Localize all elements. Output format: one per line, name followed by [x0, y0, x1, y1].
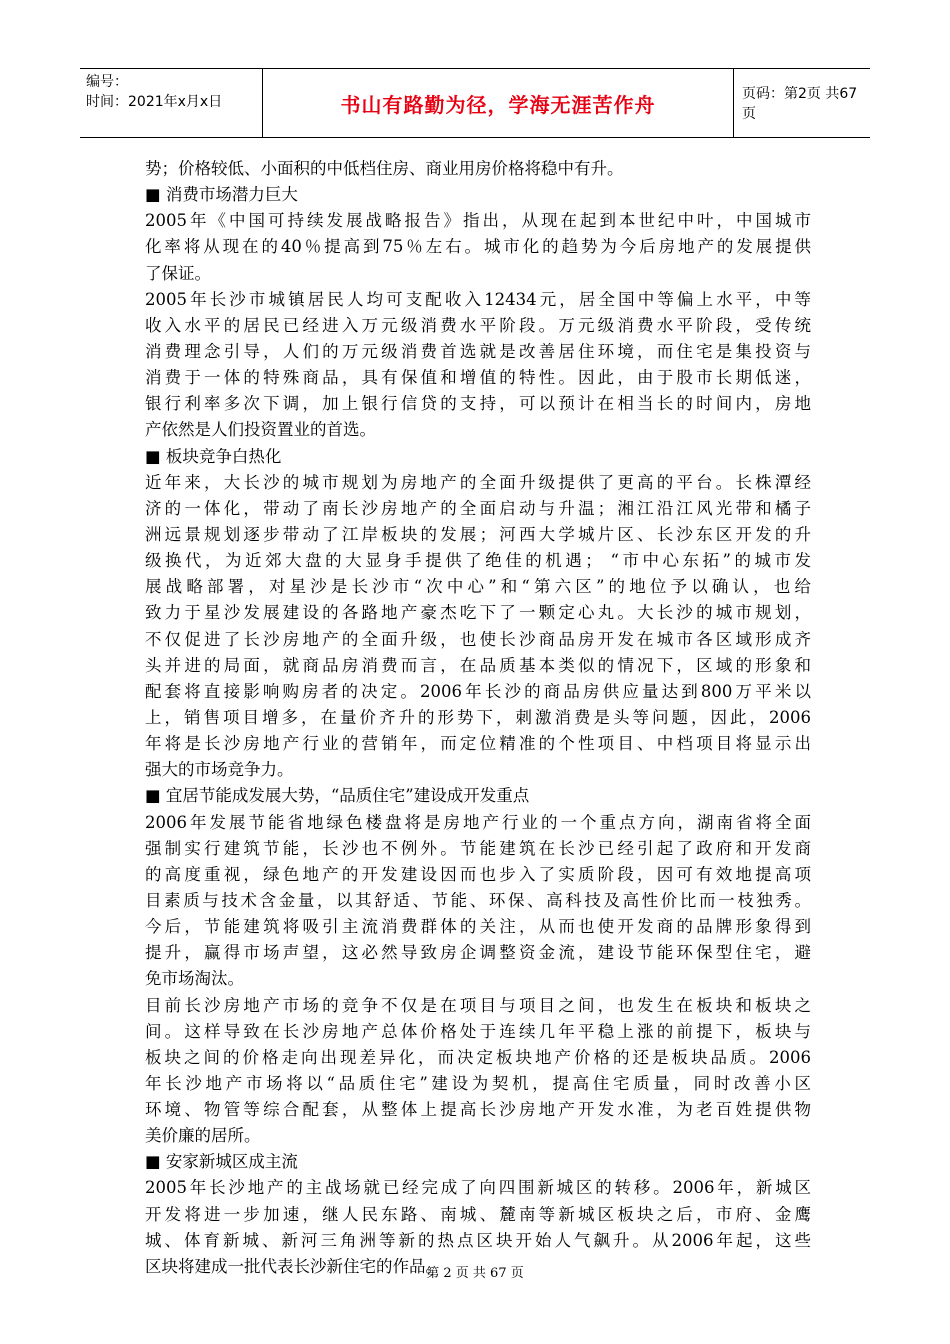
body-text-line: 目前长沙房地产市场的竞争不仅是在项目与项目之间，也发生在板块和板块之 [145, 995, 811, 1015]
page-footer: 第 2 页 共 67 页 [426, 1266, 524, 1281]
body-text-line: 2005年长沙市城镇居民人均可支配收入12434元，居全国中等偏上水平，中等 [145, 289, 811, 309]
body-text-line: 产依然是人们投资置业的首选。 [145, 420, 376, 440]
body-text-line: 势；价格较低、小面积的中低档住房、商业用房价格将稳中有升。 [145, 159, 624, 178]
body-text-line: 美价廉的居所。 [145, 1126, 261, 1146]
body-text-line: 不仅促进了长沙房地产的全面升级，也使长沙商品房开发在城市各区域形成齐 [145, 629, 811, 649]
body-text-line: 上，销售项目增多，在量价齐升的形势下，刺激消费是头等问题，因此，2006 [145, 707, 811, 727]
body-text-line: 近年来，大长沙的城市规划为房地产的全面升级提供了更高的平台。长株潭经 [145, 472, 811, 492]
body-text-line: 免市场淘汰。 [145, 969, 244, 989]
body-text-line: 强制实行建筑节能，长沙也不例外。节能建筑在长沙已经引起了政府和开发商 [145, 838, 811, 858]
body-text-line: 板块之间的价格走向出现差异化，而决定板块地产价格的还是板块品质。2006 [145, 1047, 811, 1067]
body-text-line: 致力于星沙发展建设的各路地产豪杰吃下了一颗定心丸。大长沙的城市规划， [145, 603, 811, 623]
body-text-line: 消费于一体的特殊商品，具有保值和增值的特性。因此，由于股市长期低迷， [145, 368, 811, 388]
document-number-label: 编号： [86, 74, 128, 90]
body-text-line: 济的一体化，带动了南长沙房地产的全面启动与升温；湘江沿江风光带和橘子 [145, 498, 811, 518]
body-text-line: 2005年长沙地产的主战场就已经完成了向四围新城区的转移。2006年，新城区 [145, 1178, 811, 1198]
body-text-line: 配套将直接影响购房者的决定。2006年长沙的商品房供应量达到800万平米以 [145, 681, 811, 701]
header-meta [80, 69, 263, 137]
body-text-line: 化率将从现在的40％提高到75％左右。城市化的趋势为今后房地产的发展提供 [145, 237, 811, 257]
body-text-line: 2006年发展节能省地绿色楼盘将是房地产行业的一个重点方向，湖南省将全面 [145, 812, 811, 832]
body-text-line: 区块将建成一批代表长沙新住宅的作品。 [145, 1256, 442, 1276]
body-text-line: 2005年《中国可持续发展战略报告》指出，从现在起到本世纪中叶，中国城市 [145, 211, 811, 231]
section-heading: ■ 板块竞争白热化 [145, 446, 282, 466]
body-text-line: 间。这样导致在长沙房地产总体价格处于连续几年平稳上涨的前提下，板块与 [145, 1021, 811, 1041]
body-text-line: 消费理念引导，人们的万元级消费首选就是改善居住环境，而住宅是集投资与 [145, 341, 811, 361]
section-heading: ■ 宜居节能成发展大势，“品质住宅”建设成开发重点 [145, 786, 530, 806]
body-text-line: 级换代，为近郊大盘的大显身手提供了绝佳的机遇； “市中心东拓”的城市发 [145, 551, 811, 571]
body-text-line: 洲远景规划逐步带动了江岸板块的发展；河西大学城片区、长沙东区开发的升 [145, 524, 811, 544]
header-motto: 书山有路勤为径，学海无涯苦作舟 [263, 69, 734, 137]
body-text-line: 强大的市场竞争力。 [145, 760, 294, 780]
body-text-line: 城、体育新城、新河三角洲等新的热点区块开始人气飙升。从2006年起，这些 [145, 1230, 811, 1250]
section-heading: ■ 消费市场潜力巨大 [145, 185, 298, 205]
body-text-line: 年长沙地产市场将以“品质住宅”建设为契机，提高住宅质量，同时改善小区 [145, 1073, 811, 1093]
page-header [80, 68, 870, 138]
body-text-line: 展战略部署，对星沙是长沙市“次中心”和“第六区”的地位予以确认，也给 [145, 577, 811, 597]
body-text-line: 年将是长沙房地产行业的营销年，而定位精准的个性项目、中档项目将显示出 [145, 734, 811, 754]
header-page-number: 页码：第2页 共67页 [742, 86, 858, 122]
document-body [145, 156, 811, 1280]
body-text-line: 收入水平的居民已经进入万元级消费水平阶段。万元级消费水平阶段，受传统 [145, 315, 811, 335]
body-text-line: 今后，节能建筑将吸引主流消费群体的关注，从而也使开发商的品牌形象得到 [145, 917, 811, 937]
document-date-label: 时间：2021年x月x日 [86, 94, 223, 110]
body-text-line: 银行利率多次下调，加上银行信贷的支持，可以预计在相当长的时间内，房地 [145, 394, 811, 414]
body-text-line: 开发将进一步加速，继人民东路、南城、麓南等新城区板块之后，市府、金鹰 [145, 1204, 811, 1224]
section-heading: ■ 安家新城区成主流 [145, 1152, 298, 1172]
body-text-line: 目素质与技术含金量，以其舒适、节能、环保、高科技及高性价比而一枝独秀。 [145, 890, 811, 910]
body-text-line: 提升，赢得市场声望，这必然导致房企调整资金流，建设节能环保型住宅，避 [145, 943, 811, 963]
body-text-line: 了保证。 [145, 263, 211, 283]
body-text-line: 的高度重视，绿色地产的开发建设因而也步入了实质阶段，因可有效地提高项 [145, 864, 811, 884]
body-text-line: 环境、物管等综合配套，从整体上提高长沙房地产开发水准，为老百姓提供物 [145, 1100, 811, 1120]
body-text-line: 头并进的局面，就商品房消费而言，在品质基本类似的情况下，区域的形象和 [145, 655, 811, 675]
